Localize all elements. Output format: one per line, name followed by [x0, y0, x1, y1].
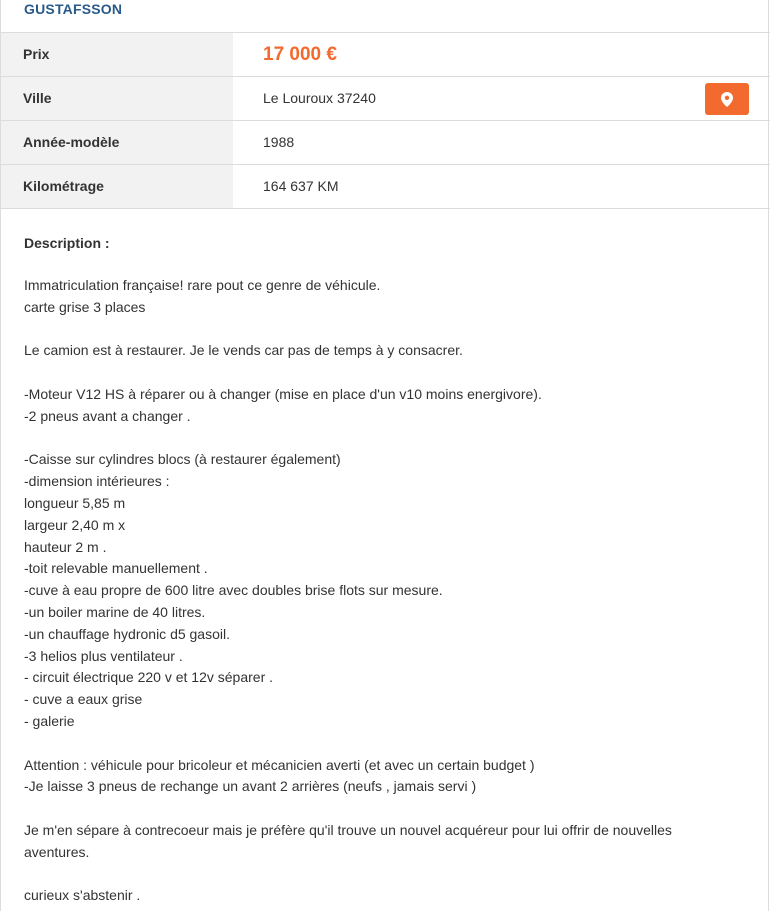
specs-table [1, 32, 770, 209]
map-location-button[interactable] [705, 83, 749, 115]
spec-row-year [1, 121, 770, 165]
spec-label-price: Prix [1, 33, 233, 76]
spec-label-year: Année-modèle [1, 121, 233, 164]
description-text: Immatriculation française! rare pout ce genre de véhicule. carte grise 3 places Le camion est à restaurer. Je le vends car pas de temps à y consacrer. -Moteur V12 HS à réparer ou à changer (mise en place d'un v10 moins energivore). -2 pneus avant a changer . -Caisse sur cylindres blocs (à restaurer également) -dimension intérieures : longueur 5,85 m largeur 2,40 m x hauteur 2 m . -toit relevable manuellement . -cuve à eau propre de 600 litre avec doubles brise flots sur mesure. -un boiler marine de 40 litres. -un chauffage hydronic d5 gasoil. -3 helios plus ventilateur . - circuit électrique 220 v et 12v séparer . - cuve a eaux grise - galerie Attention : véhicule pour bricoleur et mécanicien averti (et avec un certain budget ) -Je laisse 3 pneus de rechange un avant 2 arrières (neufs , jamais servi ) Je m'en sépare à contrecoeur mais je préfère qu'il trouve un nouvel acquéreur pour lui offrir de nouvelles aventures. curieux s'abstenir . [24, 277, 672, 904]
seller-name[interactable]: GUSTAFSSON [24, 1, 123, 17]
spec-row-price [1, 33, 770, 77]
year-value: 1988 [263, 134, 295, 150]
map-pin-icon [721, 92, 733, 107]
mileage-value: 164 637 KM [263, 178, 339, 194]
city-value: Le Louroux 37240 [263, 90, 376, 106]
price-value: 17 000 € [263, 44, 337, 65]
spec-label-mileage: Kilométrage [1, 165, 233, 208]
spec-row-city [1, 77, 770, 121]
spec-label-city: Ville [1, 77, 233, 120]
description-section [24, 232, 754, 907]
spec-row-mileage [1, 165, 770, 209]
description-title: Description : [24, 235, 110, 251]
